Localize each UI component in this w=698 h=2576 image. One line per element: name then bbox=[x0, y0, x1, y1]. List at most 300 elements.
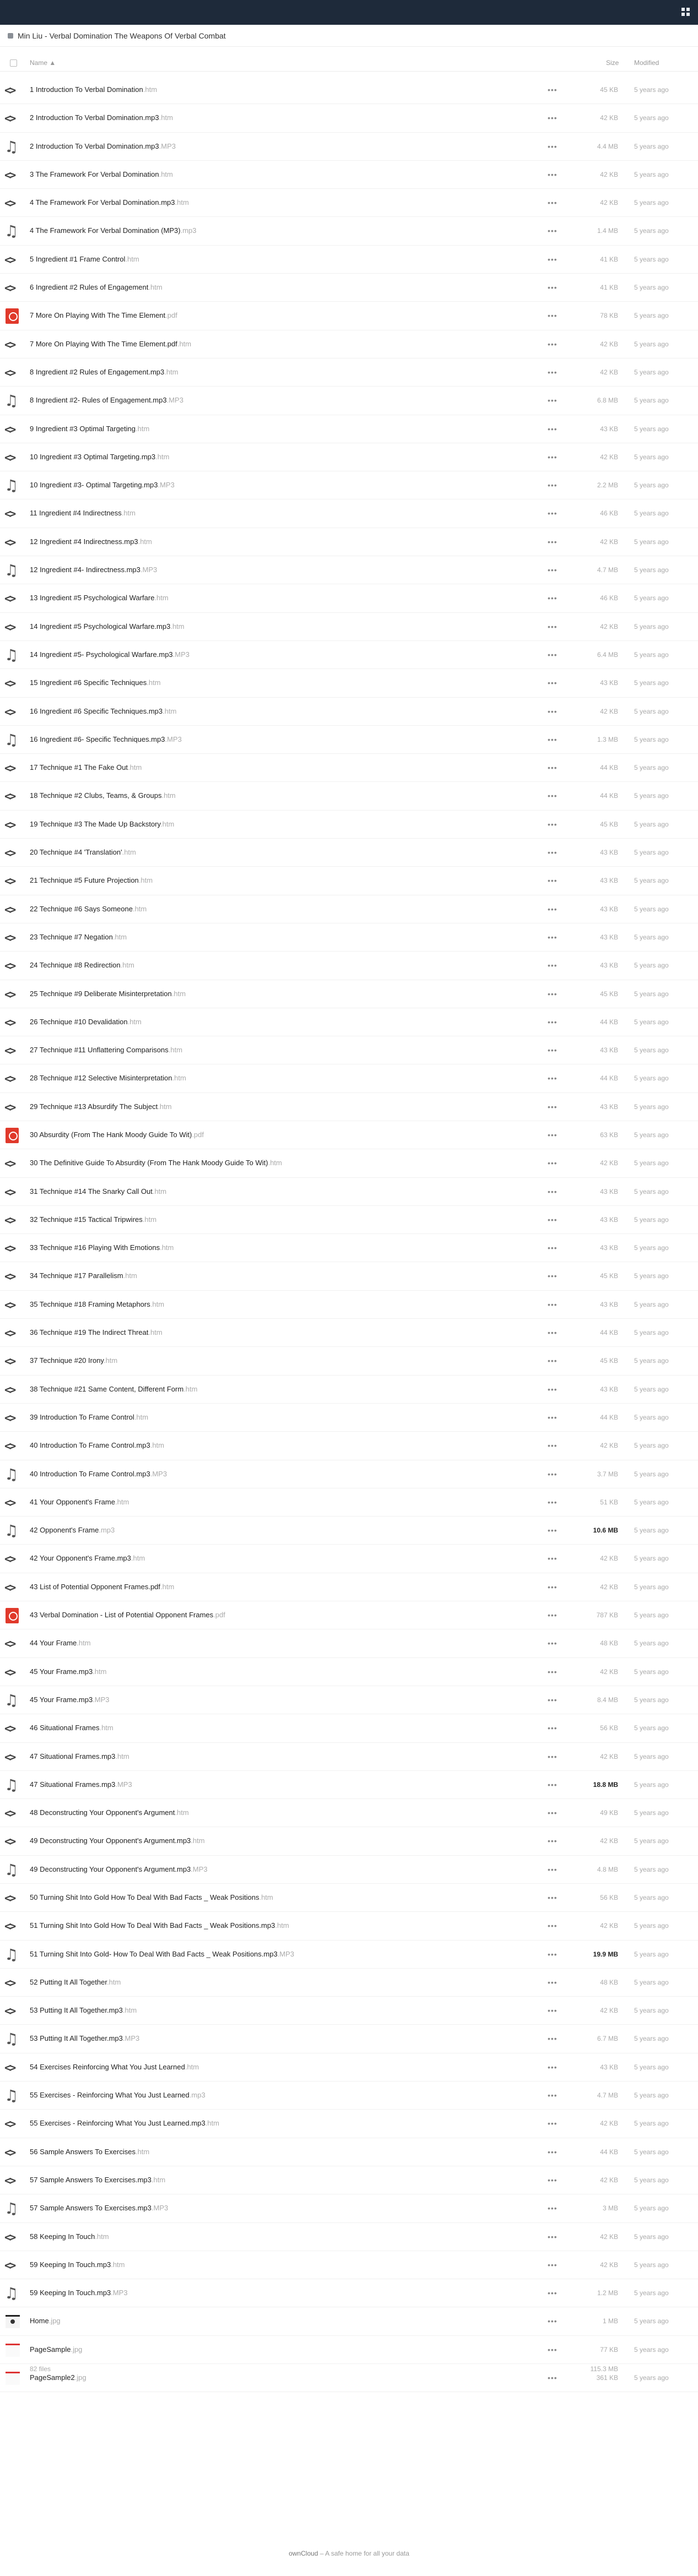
more-actions-icon[interactable]: ••• bbox=[548, 1893, 558, 1902]
file-row[interactable] bbox=[0, 76, 698, 104]
file-extension: .htm bbox=[128, 763, 142, 772]
file-name[interactable] bbox=[30, 622, 185, 631]
more-actions-icon[interactable]: ••• bbox=[548, 566, 558, 575]
more-actions-icon[interactable]: ••• bbox=[548, 1328, 558, 1338]
home-icon[interactable] bbox=[8, 33, 13, 39]
file-size: 4.7 MB bbox=[597, 2091, 618, 2100]
code-file-icon: <> bbox=[4, 1552, 14, 1566]
file-name[interactable] bbox=[30, 678, 161, 687]
file-row[interactable] bbox=[0, 104, 698, 132]
file-name[interactable] bbox=[30, 1978, 121, 1986]
more-actions-icon[interactable]: ••• bbox=[548, 1667, 558, 1676]
more-actions-icon[interactable]: ••• bbox=[548, 678, 558, 688]
file-row[interactable] bbox=[0, 302, 698, 330]
file-name[interactable] bbox=[30, 594, 169, 602]
more-actions-icon[interactable]: ••• bbox=[548, 1441, 558, 1450]
more-actions-icon[interactable]: ••• bbox=[548, 876, 558, 885]
file-name[interactable] bbox=[30, 2232, 109, 2241]
file-name[interactable] bbox=[30, 170, 173, 178]
file-name[interactable] bbox=[30, 2317, 61, 2325]
file-name[interactable] bbox=[30, 1695, 110, 1704]
file-name[interactable] bbox=[30, 425, 149, 433]
file-size: 19.9 MB bbox=[593, 1950, 618, 1958]
grid-view-icon[interactable] bbox=[681, 8, 690, 17]
file-name[interactable] bbox=[30, 1385, 197, 1393]
file-basename: 12 Ingredient #4- Indirectness.mp3 bbox=[30, 566, 140, 574]
file-name[interactable] bbox=[30, 368, 178, 376]
more-actions-icon[interactable]: ••• bbox=[548, 1695, 558, 1704]
code-file-icon: <> bbox=[4, 931, 14, 944]
more-actions-icon[interactable]: ••• bbox=[548, 481, 558, 490]
more-actions-icon[interactable]: ••• bbox=[548, 1469, 558, 1479]
more-actions-icon[interactable]: ••• bbox=[548, 113, 558, 123]
file-name[interactable] bbox=[30, 340, 191, 348]
file-name[interactable] bbox=[30, 2034, 139, 2042]
more-actions-icon[interactable]: ••• bbox=[548, 452, 558, 461]
more-actions-icon[interactable]: ••• bbox=[548, 1639, 558, 1648]
file-name[interactable] bbox=[30, 848, 136, 856]
file-row[interactable] bbox=[0, 499, 698, 528]
file-row[interactable] bbox=[0, 1686, 698, 1714]
more-actions-icon[interactable]: ••• bbox=[548, 1187, 558, 1196]
file-name[interactable] bbox=[30, 820, 174, 828]
code-file-icon: <> bbox=[4, 959, 14, 973]
file-name[interactable] bbox=[30, 1243, 174, 1252]
file-row[interactable] bbox=[0, 133, 698, 161]
file-name[interactable] bbox=[30, 1808, 189, 1817]
more-actions-icon[interactable]: ••• bbox=[548, 819, 558, 829]
more-actions-icon[interactable]: ••• bbox=[548, 1497, 558, 1507]
file-row[interactable] bbox=[0, 1291, 698, 1319]
file-name[interactable] bbox=[30, 2176, 165, 2184]
file-name[interactable] bbox=[30, 791, 176, 800]
file-row[interactable] bbox=[0, 669, 698, 697]
file-extension: .htm bbox=[185, 2062, 199, 2071]
more-actions-icon[interactable]: ••• bbox=[548, 1243, 558, 1253]
file-row[interactable] bbox=[0, 1206, 698, 1234]
more-actions-icon[interactable]: ••• bbox=[548, 1808, 558, 1818]
more-actions-icon[interactable]: ••• bbox=[548, 735, 558, 744]
file-row[interactable] bbox=[0, 1036, 698, 1064]
file-extension: .htm bbox=[150, 1441, 164, 1450]
file-name[interactable] bbox=[30, 1865, 208, 1873]
file-name[interactable] bbox=[30, 1046, 182, 1054]
file-name[interactable] bbox=[30, 1921, 289, 1930]
code-file-icon: <> bbox=[4, 338, 14, 351]
file-name[interactable] bbox=[30, 876, 153, 884]
file-name[interactable] bbox=[30, 1836, 205, 1845]
file-row[interactable] bbox=[0, 1601, 698, 1629]
more-actions-icon[interactable]: ••• bbox=[548, 1215, 558, 1224]
file-name[interactable] bbox=[30, 1950, 294, 1958]
more-actions-icon[interactable]: ••• bbox=[548, 1356, 558, 1366]
file-basename: 17 Technique #1 The Fake Out bbox=[30, 763, 128, 772]
file-extension: .htm bbox=[151, 2175, 166, 2184]
more-actions-icon[interactable]: ••• bbox=[548, 763, 558, 773]
file-row[interactable] bbox=[0, 471, 698, 499]
file-name[interactable] bbox=[30, 198, 189, 206]
more-actions-icon[interactable]: ••• bbox=[548, 1836, 558, 1846]
more-actions-icon[interactable]: ••• bbox=[548, 2289, 558, 2298]
more-actions-icon[interactable]: ••• bbox=[548, 2232, 558, 2241]
file-name[interactable] bbox=[30, 2345, 82, 2354]
more-actions-icon[interactable]: ••• bbox=[548, 848, 558, 857]
more-actions-icon[interactable]: ••• bbox=[548, 2119, 558, 2128]
more-actions-icon[interactable]: ••• bbox=[548, 2345, 558, 2354]
file-row[interactable] bbox=[0, 189, 698, 217]
more-actions-icon[interactable]: ••• bbox=[548, 1977, 558, 1987]
file-name[interactable] bbox=[30, 1102, 172, 1111]
file-size: 42 KB bbox=[600, 1583, 618, 1591]
file-row[interactable] bbox=[0, 641, 698, 669]
more-actions-icon[interactable]: ••• bbox=[548, 961, 558, 970]
more-actions-icon[interactable]: ••• bbox=[548, 1780, 558, 1789]
file-name[interactable] bbox=[30, 905, 147, 913]
more-actions-icon[interactable]: ••• bbox=[548, 396, 558, 405]
file-row[interactable] bbox=[0, 698, 698, 726]
file-modified: 5 years ago bbox=[634, 707, 669, 715]
file-row[interactable] bbox=[0, 895, 698, 923]
file-modified: 5 years ago bbox=[634, 114, 669, 122]
file-row[interactable] bbox=[0, 1658, 698, 1686]
file-name[interactable] bbox=[30, 226, 196, 235]
file-basename: 50 Turning Shit Into Gold How To Deal With Bad Facts _ Weak Positions bbox=[30, 1893, 259, 1901]
modified-column-header[interactable]: Modified bbox=[634, 59, 659, 67]
more-actions-icon[interactable]: ••• bbox=[548, 424, 558, 433]
file-name[interactable] bbox=[30, 396, 183, 404]
file-size: 42 KB bbox=[600, 1555, 618, 1563]
file-name[interactable] bbox=[30, 255, 139, 263]
more-actions-icon[interactable]: ••• bbox=[548, 1949, 558, 1959]
file-name[interactable] bbox=[30, 1413, 148, 1421]
file-basename: 49 Deconstructing Your Opponent's Argument.mp3 bbox=[30, 1865, 191, 1873]
file-name[interactable] bbox=[30, 1187, 166, 1195]
file-name[interactable] bbox=[30, 2260, 125, 2269]
file-name[interactable] bbox=[30, 2119, 219, 2127]
file-name[interactable] bbox=[30, 2148, 149, 2156]
file-modified: 5 years ago bbox=[634, 566, 669, 574]
file-name[interactable] bbox=[30, 707, 176, 715]
file-name[interactable] bbox=[30, 2289, 128, 2297]
file-name[interactable] bbox=[30, 537, 152, 546]
more-actions-icon[interactable]: ••• bbox=[548, 2260, 558, 2269]
file-name[interactable] bbox=[30, 2091, 205, 2099]
file-name[interactable] bbox=[30, 283, 163, 291]
more-actions-icon[interactable]: ••• bbox=[548, 1412, 558, 1422]
file-row[interactable] bbox=[0, 330, 698, 358]
file-row[interactable] bbox=[0, 2025, 698, 2053]
file-row[interactable] bbox=[0, 1573, 698, 1601]
more-actions-icon[interactable]: ••• bbox=[548, 1865, 558, 1874]
file-name[interactable] bbox=[30, 1526, 115, 1534]
file-row[interactable] bbox=[0, 528, 698, 556]
file-row[interactable] bbox=[0, 1884, 698, 1912]
file-modified: 5 years ago bbox=[634, 1950, 669, 1958]
file-size: 44 KB bbox=[600, 1018, 618, 1026]
file-row[interactable] bbox=[0, 1319, 698, 1347]
file-name[interactable] bbox=[30, 1300, 164, 1308]
file-row[interactable] bbox=[0, 1093, 698, 1121]
more-actions-icon[interactable]: ••• bbox=[548, 283, 558, 292]
more-actions-icon[interactable]: ••• bbox=[548, 198, 558, 208]
file-name[interactable] bbox=[30, 481, 175, 489]
file-row[interactable] bbox=[0, 613, 698, 641]
more-actions-icon[interactable]: ••• bbox=[548, 989, 558, 998]
file-row[interactable] bbox=[0, 1404, 698, 1432]
file-name[interactable] bbox=[30, 1271, 137, 1280]
more-actions-icon[interactable]: ••• bbox=[548, 509, 558, 518]
more-actions-icon[interactable]: ••• bbox=[548, 254, 558, 264]
file-name[interactable] bbox=[30, 1554, 145, 1562]
file-row[interactable] bbox=[0, 1941, 698, 1969]
more-actions-icon[interactable]: ••• bbox=[548, 1159, 558, 1168]
file-row[interactable] bbox=[0, 1064, 698, 1093]
more-actions-icon[interactable]: ••• bbox=[548, 707, 558, 716]
file-row[interactable] bbox=[0, 556, 698, 584]
file-name[interactable] bbox=[30, 1752, 129, 1760]
file-row[interactable] bbox=[0, 1376, 698, 1404]
file-row[interactable] bbox=[0, 839, 698, 867]
more-actions-icon[interactable]: ••• bbox=[548, 2034, 558, 2044]
more-actions-icon[interactable]: ••• bbox=[548, 1554, 558, 1563]
file-basename: 19 Technique #3 The Made Up Backstory bbox=[30, 819, 161, 828]
file-row[interactable] bbox=[0, 1743, 698, 1771]
code-file-icon: <> bbox=[4, 2230, 14, 2244]
file-name[interactable] bbox=[30, 1441, 164, 1449]
file-size: 43 KB bbox=[600, 425, 618, 433]
name-column-header[interactable]: Name ▲ bbox=[30, 59, 56, 67]
more-actions-icon[interactable]: ••• bbox=[548, 1921, 558, 1931]
file-row[interactable] bbox=[0, 1262, 698, 1290]
more-actions-icon[interactable]: ••• bbox=[548, 904, 558, 914]
file-name[interactable] bbox=[30, 1498, 129, 1506]
more-actions-icon[interactable]: ••• bbox=[548, 622, 558, 631]
file-row[interactable] bbox=[0, 1771, 698, 1799]
file-size: 44 KB bbox=[600, 1329, 618, 1337]
file-row[interactable] bbox=[0, 1178, 698, 1206]
file-modified: 5 years ago bbox=[634, 1922, 669, 1930]
code-file-icon: <> bbox=[4, 112, 14, 126]
more-actions-icon[interactable]: ••• bbox=[548, 142, 558, 151]
file-row[interactable] bbox=[0, 1517, 698, 1545]
file-basename: 42 Opponent's Frame bbox=[30, 1526, 99, 1535]
file-row[interactable] bbox=[0, 1856, 698, 1884]
file-name[interactable] bbox=[30, 1356, 117, 1365]
file-extension: .htm bbox=[170, 622, 185, 631]
file-row[interactable] bbox=[0, 387, 698, 415]
more-actions-icon[interactable]: ••• bbox=[548, 1102, 558, 1111]
file-name[interactable] bbox=[30, 1131, 204, 1139]
file-row[interactable] bbox=[0, 1912, 698, 1940]
file-name[interactable] bbox=[30, 1780, 132, 1789]
more-actions-icon[interactable]: ••• bbox=[548, 1300, 558, 1309]
file-row[interactable] bbox=[0, 923, 698, 952]
file-name[interactable] bbox=[30, 1583, 174, 1591]
file-name[interactable] bbox=[30, 1611, 225, 1619]
more-actions-icon[interactable]: ••• bbox=[548, 1017, 558, 1026]
file-name[interactable] bbox=[30, 566, 157, 574]
file-name[interactable] bbox=[30, 763, 142, 771]
more-actions-icon[interactable]: ••• bbox=[548, 2175, 558, 2184]
more-actions-icon[interactable]: ••• bbox=[548, 1752, 558, 1761]
file-name[interactable] bbox=[30, 933, 127, 941]
breadcrumb-folder[interactable]: Min Liu - Verbal Domination The Weapons Of Verbal Combat bbox=[18, 31, 226, 40]
more-actions-icon[interactable]: ••• bbox=[548, 2006, 558, 2015]
select-all-checkbox[interactable] bbox=[10, 59, 17, 67]
file-modified: 5 years ago bbox=[634, 2232, 669, 2241]
file-name[interactable] bbox=[30, 990, 186, 998]
more-actions-icon[interactable]: ••• bbox=[548, 170, 558, 179]
more-actions-icon[interactable]: ••• bbox=[548, 932, 558, 942]
file-row[interactable] bbox=[0, 2110, 698, 2138]
file-row[interactable] bbox=[0, 1997, 698, 2025]
file-name[interactable] bbox=[30, 85, 157, 94]
file-row[interactable] bbox=[0, 1347, 698, 1375]
file-row[interactable] bbox=[0, 980, 698, 1008]
file-row[interactable] bbox=[0, 2307, 698, 2335]
file-row[interactable] bbox=[0, 952, 698, 980]
file-name[interactable] bbox=[30, 2063, 199, 2071]
more-actions-icon[interactable]: ••• bbox=[548, 1271, 558, 1281]
file-row[interactable] bbox=[0, 584, 698, 612]
file-size: 46 KB bbox=[600, 594, 618, 602]
file-row[interactable] bbox=[0, 217, 698, 245]
more-actions-icon[interactable]: ••• bbox=[548, 1611, 558, 1620]
more-actions-icon[interactable]: ••• bbox=[548, 85, 558, 94]
file-row[interactable] bbox=[0, 2194, 698, 2222]
more-actions-icon[interactable]: ••• bbox=[548, 339, 558, 349]
file-name[interactable] bbox=[30, 1018, 142, 1026]
more-actions-icon[interactable]: ••• bbox=[548, 1074, 558, 1083]
file-row[interactable] bbox=[0, 1460, 698, 1488]
file-extension: .htm bbox=[135, 2147, 150, 2156]
file-row[interactable] bbox=[0, 726, 698, 754]
code-file-icon: <> bbox=[4, 1722, 14, 1736]
file-row[interactable] bbox=[0, 246, 698, 274]
file-row[interactable] bbox=[0, 358, 698, 387]
file-name[interactable] bbox=[30, 735, 182, 743]
file-name[interactable] bbox=[30, 650, 190, 659]
more-actions-icon[interactable]: ••• bbox=[548, 2147, 558, 2156]
more-actions-icon[interactable]: ••• bbox=[548, 1046, 558, 1055]
more-actions-icon[interactable]: ••• bbox=[548, 2317, 558, 2326]
file-size: 42 KB bbox=[600, 114, 618, 122]
file-size: 45 KB bbox=[600, 1272, 618, 1280]
file-row[interactable] bbox=[0, 1432, 698, 1460]
file-extension: .htm bbox=[106, 1977, 121, 1986]
more-actions-icon[interactable]: ••• bbox=[548, 226, 558, 236]
file-row[interactable] bbox=[0, 1008, 698, 1036]
more-actions-icon[interactable]: ••• bbox=[548, 2062, 558, 2072]
file-row[interactable] bbox=[0, 867, 698, 895]
more-actions-icon[interactable]: ••• bbox=[548, 2091, 558, 2100]
file-name[interactable] bbox=[30, 1074, 186, 1082]
file-row[interactable] bbox=[0, 1714, 698, 1742]
file-name[interactable] bbox=[30, 1639, 91, 1647]
more-actions-icon[interactable]: ••• bbox=[548, 650, 558, 659]
more-actions-icon[interactable]: ••• bbox=[548, 1582, 558, 1591]
file-name[interactable] bbox=[30, 2006, 137, 2014]
file-name[interactable] bbox=[30, 311, 177, 319]
more-actions-icon[interactable]: ••• bbox=[548, 367, 558, 377]
file-extension: .pdf bbox=[213, 1611, 225, 1619]
more-actions-icon[interactable]: ••• bbox=[548, 1724, 558, 1733]
file-name[interactable] bbox=[30, 2204, 168, 2212]
code-file-icon: <> bbox=[4, 1807, 14, 1820]
file-row[interactable] bbox=[0, 782, 698, 810]
file-row[interactable] bbox=[0, 1799, 698, 1827]
file-row[interactable] bbox=[0, 2251, 698, 2279]
file-name[interactable] bbox=[30, 142, 176, 150]
file-name[interactable] bbox=[30, 1159, 282, 1167]
more-actions-icon[interactable]: ••• bbox=[548, 791, 558, 801]
audio-file-icon: ♫ bbox=[4, 137, 19, 156]
file-row[interactable] bbox=[0, 1121, 698, 1149]
file-name[interactable] bbox=[30, 1328, 163, 1336]
more-actions-icon[interactable]: ••• bbox=[548, 1130, 558, 1139]
file-row[interactable] bbox=[0, 1629, 698, 1657]
file-row[interactable] bbox=[0, 443, 698, 471]
file-row[interactable] bbox=[0, 2223, 698, 2251]
file-row[interactable] bbox=[0, 1827, 698, 1855]
file-modified: 5 years ago bbox=[634, 340, 669, 348]
image-thumbnail-icon bbox=[6, 2344, 20, 2357]
file-name[interactable] bbox=[30, 453, 169, 461]
file-modified: 5 years ago bbox=[634, 1046, 669, 1055]
file-row[interactable] bbox=[0, 274, 698, 302]
footer-brand[interactable]: ownCloud bbox=[289, 2550, 318, 2557]
more-actions-icon[interactable]: ••• bbox=[548, 311, 558, 320]
file-row[interactable] bbox=[0, 1969, 698, 1997]
file-size: 4.7 MB bbox=[597, 566, 618, 574]
file-name[interactable] bbox=[30, 1893, 273, 1901]
more-actions-icon[interactable]: ••• bbox=[548, 2204, 558, 2213]
file-name[interactable] bbox=[30, 961, 134, 969]
file-name[interactable] bbox=[30, 113, 173, 122]
size-column-header[interactable]: Size bbox=[606, 59, 619, 67]
more-actions-icon[interactable]: ••• bbox=[548, 1526, 558, 1535]
file-modified: 5 years ago bbox=[634, 1611, 669, 1619]
more-actions-icon[interactable]: ••• bbox=[548, 594, 558, 603]
file-row[interactable] bbox=[0, 2082, 698, 2110]
audio-file-icon: ♫ bbox=[4, 561, 19, 580]
file-row[interactable] bbox=[0, 754, 698, 782]
file-row[interactable] bbox=[0, 2279, 698, 2307]
file-row[interactable] bbox=[0, 1545, 698, 1573]
file-row[interactable] bbox=[0, 415, 698, 443]
more-actions-icon[interactable]: ••• bbox=[548, 537, 558, 546]
file-row[interactable] bbox=[0, 1149, 698, 1177]
more-actions-icon[interactable]: ••• bbox=[548, 1384, 558, 1394]
file-name[interactable] bbox=[30, 1470, 167, 1478]
file-extension: .htm bbox=[143, 85, 158, 94]
file-row[interactable] bbox=[0, 811, 698, 839]
file-name[interactable] bbox=[30, 1667, 106, 1676]
file-row[interactable] bbox=[0, 2053, 698, 2082]
file-name[interactable] bbox=[30, 509, 136, 517]
file-row[interactable] bbox=[0, 2138, 698, 2166]
code-file-icon: <> bbox=[4, 846, 14, 860]
file-modified: 5 years ago bbox=[634, 990, 669, 998]
file-row[interactable] bbox=[0, 161, 698, 189]
code-file-icon: <> bbox=[4, 1213, 14, 1227]
file-row[interactable] bbox=[0, 1488, 698, 1517]
file-name[interactable] bbox=[30, 1724, 113, 1732]
file-name[interactable] bbox=[30, 1215, 156, 1224]
file-row[interactable] bbox=[0, 1234, 698, 1262]
file-row[interactable] bbox=[0, 2166, 698, 2194]
more-actions-icon[interactable]: ••• bbox=[548, 2373, 558, 2383]
